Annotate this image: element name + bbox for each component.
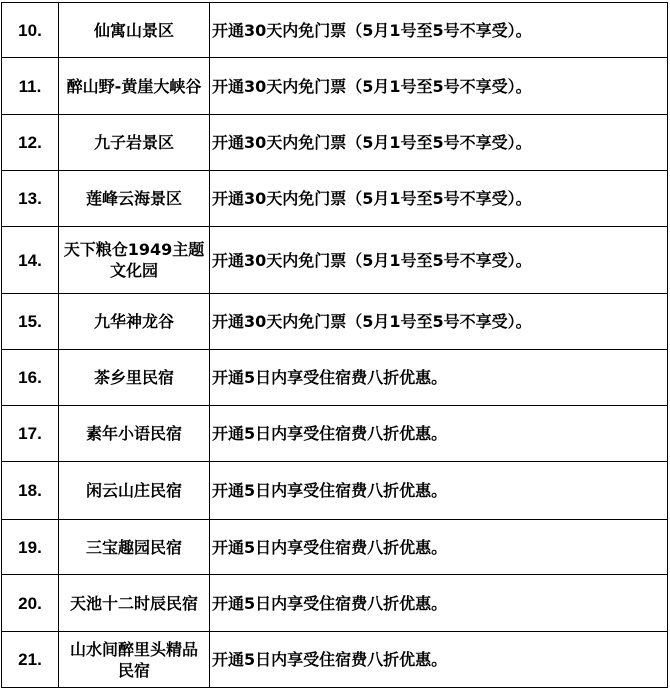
venue-name: 醉山野-黄崖大峡谷 bbox=[59, 58, 210, 115]
benefit-description: 开通5日内享受住宿费八折优惠。 bbox=[210, 520, 668, 575]
row-number: 16. bbox=[2, 350, 59, 406]
benefit-description: 开通5日内享受住宿费八折优惠。 bbox=[210, 632, 668, 688]
venue-name: 山水间醉里头精品 民宿 bbox=[59, 632, 210, 688]
table-row bbox=[2, 575, 668, 632]
venue-name: 莲峰云海景区 bbox=[59, 171, 210, 227]
venue-name: 茶乡里民宿 bbox=[59, 350, 210, 406]
benefit-description: 开通5日内享受住宿费八折优惠。 bbox=[210, 575, 668, 632]
venue-name: 九子岩景区 bbox=[59, 115, 210, 171]
row-number: 15. bbox=[2, 294, 59, 350]
benefit-description: 开通30天内免门票（5月1号至5号不享受）。 bbox=[210, 3, 668, 58]
row-number: 18. bbox=[2, 462, 59, 520]
venue-name: 素年小语民宿 bbox=[59, 406, 210, 462]
row-number: 12. bbox=[2, 115, 59, 171]
table-row bbox=[2, 350, 668, 406]
table-row bbox=[2, 171, 668, 227]
venue-name: 天池十二时辰民宿 bbox=[59, 575, 210, 632]
benefit-description: 开通30天内免门票（5月1号至5号不享受）。 bbox=[210, 171, 668, 227]
row-number: 13. bbox=[2, 171, 59, 227]
venue-name: 三宝趣园民宿 bbox=[59, 520, 210, 575]
table-row bbox=[2, 632, 668, 688]
table-row bbox=[2, 3, 668, 58]
row-number: 10. bbox=[2, 3, 59, 58]
table-row bbox=[2, 520, 668, 575]
benefit-description: 开通5日内享受住宿费八折优惠。 bbox=[210, 406, 668, 462]
table-row bbox=[2, 58, 668, 115]
table-row bbox=[2, 115, 668, 171]
benefits-table bbox=[1, 2, 668, 688]
benefit-description: 开通5日内享受住宿费八折优惠。 bbox=[210, 350, 668, 406]
row-number: 19. bbox=[2, 520, 59, 575]
benefit-description: 开通5日内享受住宿费八折优惠。 bbox=[210, 462, 668, 520]
benefit-description: 开通30天内免门票（5月1号至5号不享受）。 bbox=[210, 115, 668, 171]
table-row bbox=[2, 294, 668, 350]
table-row bbox=[2, 462, 668, 520]
row-number: 17. bbox=[2, 406, 59, 462]
row-number: 20. bbox=[2, 575, 59, 632]
table-row bbox=[2, 227, 668, 294]
row-number: 21. bbox=[2, 632, 59, 688]
benefit-description: 开通30天内免门票（5月1号至5号不享受）。 bbox=[210, 227, 668, 294]
venue-name: 闲云山庄民宿 bbox=[59, 462, 210, 520]
venue-name: 天下粮仓1949主题 文化园 bbox=[59, 227, 210, 294]
venue-name: 九华神龙谷 bbox=[59, 294, 210, 350]
venue-name: 仙寓山景区 bbox=[59, 3, 210, 58]
benefit-description: 开通30天内免门票（5月1号至5号不享受）。 bbox=[210, 58, 668, 115]
benefit-description: 开通30天内免门票（5月1号至5号不享受）。 bbox=[210, 294, 668, 350]
row-number: 11. bbox=[2, 58, 59, 115]
row-number: 14. bbox=[2, 227, 59, 294]
table-row bbox=[2, 406, 668, 462]
